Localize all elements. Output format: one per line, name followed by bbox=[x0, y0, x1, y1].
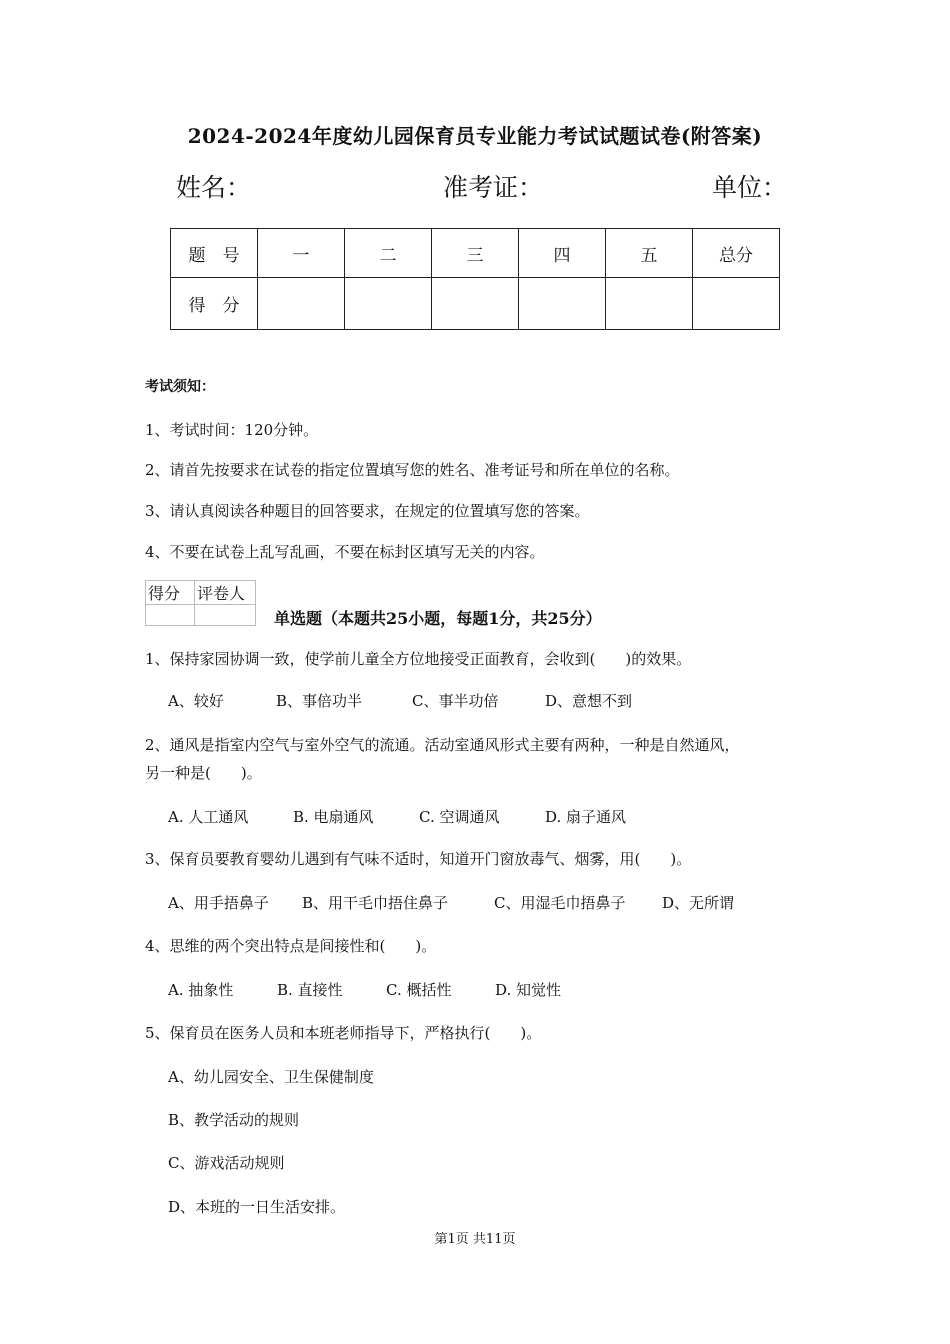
score-table bbox=[170, 228, 780, 330]
page-number: 第1页 共11页 bbox=[434, 1232, 516, 1247]
question-text: 2、通风是指室内空气与室外空气的流通。活动室通风形式主要有两种，一种是自然通风， bbox=[145, 736, 740, 754]
instruction-item: 4、不要在试卷上乱写乱画，不要在标封区填写无关的内容。 bbox=[145, 543, 545, 561]
instructions-heading: 考试须知： bbox=[145, 379, 215, 395]
option[interactable]: B. 电扇通风 bbox=[293, 808, 374, 826]
question-text: 3、保育员要教育婴幼儿遇到有气味不适时，知道开门窗放毒气、烟雾，用( )。 bbox=[145, 850, 692, 868]
option[interactable]: D. 知觉性 bbox=[495, 981, 562, 999]
grader-score-label: 得分 bbox=[146, 581, 195, 605]
score-entry-cell[interactable] bbox=[258, 278, 345, 330]
option[interactable]: C、用湿毛巾捂鼻子 bbox=[494, 894, 626, 912]
option[interactable]: A、用手捂鼻子 bbox=[168, 894, 269, 912]
score-table-cell: 总分 bbox=[693, 229, 780, 278]
unit-label: 单位： bbox=[712, 173, 788, 202]
score-table-cell: 一 bbox=[258, 229, 345, 278]
section-title: 单选题（本题共25小题，每题1分，共25分） bbox=[274, 609, 602, 628]
instruction-item: 3、请认真阅读各种题目的回答要求，在规定的位置填写您的答案。 bbox=[145, 502, 590, 520]
option[interactable]: D、无所谓 bbox=[662, 894, 735, 912]
instruction-item: 1、考试时间：120分钟。 bbox=[145, 421, 319, 439]
option[interactable]: D、意想不到 bbox=[545, 692, 633, 710]
grader-score-cell[interactable] bbox=[146, 605, 195, 626]
score-table-header-row bbox=[171, 229, 780, 278]
option[interactable]: D. 扇子通风 bbox=[545, 808, 627, 826]
score-table-cell: 题 号 bbox=[171, 229, 258, 278]
question-text: 1、保持家园协调一致，使学前儿童全方位地接受正面教育，会收到( )的效果。 bbox=[145, 650, 692, 668]
option[interactable]: C. 概括性 bbox=[386, 981, 452, 999]
score-entry-cell[interactable] bbox=[693, 278, 780, 330]
option[interactable]: A、幼儿园安全、卫生保健制度 bbox=[168, 1068, 374, 1086]
grader-box bbox=[145, 580, 256, 626]
option[interactable]: B、教学活动的规则 bbox=[168, 1111, 300, 1129]
score-table-cell: 五 bbox=[606, 229, 693, 278]
score-entry-cell[interactable] bbox=[519, 278, 606, 330]
option[interactable]: A、较好 bbox=[168, 692, 224, 710]
question-text: 4、思维的两个突出特点是间接性和( )。 bbox=[145, 937, 437, 955]
option[interactable]: B、用干毛巾捂住鼻子 bbox=[302, 894, 449, 912]
score-entry-cell[interactable] bbox=[432, 278, 519, 330]
grader-name-label: 评卷人 bbox=[195, 581, 256, 605]
question-text: 5、保育员在医务人员和本班老师指导下，严格执行( )。 bbox=[145, 1024, 542, 1042]
option[interactable]: B、事倍功半 bbox=[276, 692, 363, 710]
score-entry-cell[interactable] bbox=[345, 278, 432, 330]
score-entry-cell[interactable] bbox=[606, 278, 693, 330]
exam-id-label: 准考证： bbox=[443, 173, 544, 202]
grader-name-cell[interactable] bbox=[195, 605, 256, 626]
option[interactable]: C. 空调通风 bbox=[419, 808, 500, 826]
option[interactable]: C、事半功倍 bbox=[412, 692, 499, 710]
option[interactable]: A. 人工通风 bbox=[168, 808, 249, 826]
score-table-score-row bbox=[171, 278, 780, 330]
option[interactable]: A. 抽象性 bbox=[168, 981, 234, 999]
question-text-continued: 另一种是( )。 bbox=[145, 764, 262, 782]
name-label: 姓名： bbox=[176, 173, 252, 202]
option[interactable]: B. 直接性 bbox=[277, 981, 343, 999]
score-table-cell: 三 bbox=[432, 229, 519, 278]
score-table-cell: 四 bbox=[519, 229, 606, 278]
score-table-cell: 得 分 bbox=[171, 278, 258, 330]
score-table-cell: 二 bbox=[345, 229, 432, 278]
option[interactable]: C、游戏活动规则 bbox=[168, 1154, 285, 1172]
page-title: 2024-2024年度幼儿园保育员专业能力考试试题试卷(附答案) bbox=[187, 124, 763, 148]
instruction-item: 2、请首先按要求在试卷的指定位置填写您的姓名、准考证号和所在单位的名称。 bbox=[145, 461, 680, 479]
option[interactable]: D、本班的一日生活安排。 bbox=[168, 1198, 346, 1216]
